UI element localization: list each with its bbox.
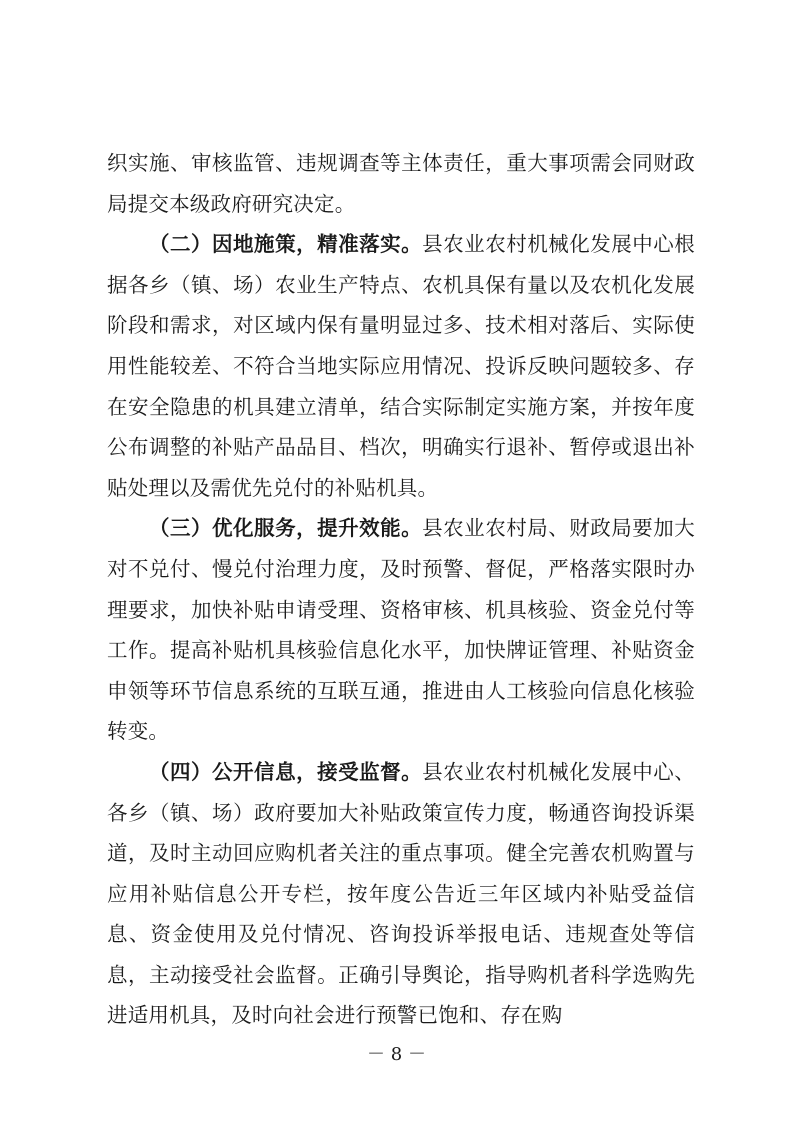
paragraph-continuation bbox=[107, 143, 695, 224]
paragraph-section-2 bbox=[107, 224, 695, 508]
paragraph-text: 县农业农村局、财政局要加大对不兑付、慢兑付治理力度，及时预警、督促，严格落实限时办理要求，加快补贴申请受理、资格审核、机具核验、资金兑付等工作。提高补贴机具核验信息化水平，加快牌证管理、补贴资金申领等环节信息系统的互联互通，推进由人工核验向信息化核验转变。 bbox=[107, 516, 695, 744]
paragraph-text: 县农业农村机械化发展中心、各乡（镇、场）政府要加大补贴政策宣传力度，畅通咨询投诉渠道，及时主动回应购机者关注的重点事项。健全完善农机购置与应用补贴信息公开专栏，按年度公告近三年区域内补贴受益信息、资金使用及兑付情况、咨询投诉举报电话、违规查处等信息，主动接受社会监督。正确引导舆论，指导购机者科学选购先进适用机具，及时向社会进行预警已饱和、存在购 bbox=[107, 759, 695, 1028]
paragraph-section-3 bbox=[107, 508, 695, 752]
paragraph-text: 织实施、审核监管、违规调查等主体责任，重大事项需会同财政局提交本级政府研究决定。 bbox=[107, 151, 695, 216]
paragraph-text: 县农业农村机械化发展中心根据各乡（镇、场）农业生产特点、农机具保有量以及农机化发展阶段和需求，对区域内保有量明显过多、技术相对落后、实际使用性能较差、不符合当地实际应用情况、投诉反映问题较多、存在安全隐患的机具建立清单，结合实际制定实施方案，并按年度公布调整的补贴产品品目、档次，明确实行退补、暂停或退出补贴处理以及需优先兑付的补贴机具。 bbox=[107, 232, 695, 500]
document-body bbox=[107, 143, 695, 1036]
section-heading: （三）优化服务，提升效能。 bbox=[149, 516, 423, 541]
section-heading: （二）因地施策，精准落实。 bbox=[149, 232, 423, 257]
page-number: － 8 － bbox=[367, 1044, 426, 1065]
section-heading: （四）公开信息，接受监督。 bbox=[149, 759, 423, 784]
paragraph-section-4 bbox=[107, 752, 695, 1036]
